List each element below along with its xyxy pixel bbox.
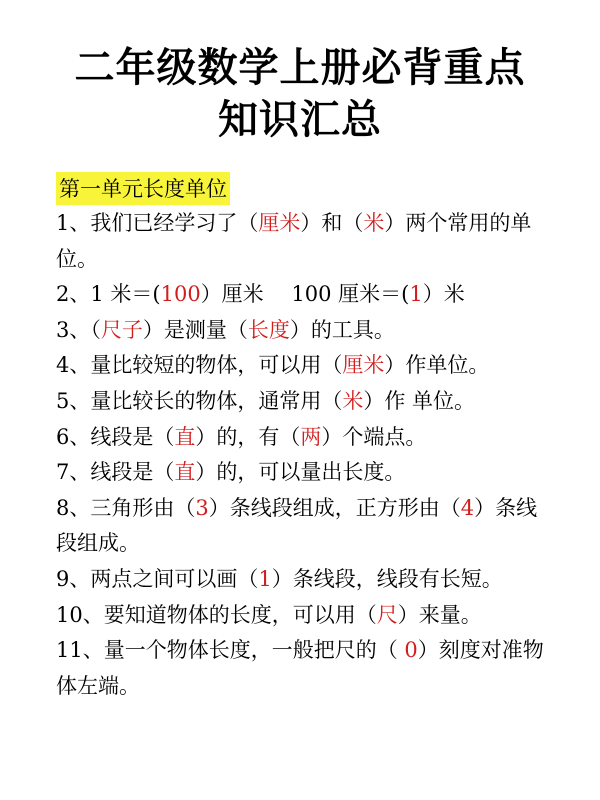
item-text: ）条线段组成。 [56, 495, 538, 556]
item-text: ）来量。 [397, 602, 482, 627]
list-item [56, 491, 556, 562]
item-text: 7、线段是（ [56, 460, 175, 485]
answer-text: 厘米 [342, 353, 385, 378]
item-text: ）和（ [300, 211, 364, 235]
list-item [56, 348, 556, 384]
item-text: ）条线段组成，正方形由（ [208, 495, 461, 520]
answer-text: 直 [174, 460, 196, 485]
item-text: ）刻度对准物体左端。 [56, 638, 544, 698]
answer-text: 100 [160, 282, 201, 307]
item-text: ）厘米 100 厘米＝( [200, 282, 410, 307]
item-text: ）两个常用的单位。 [56, 211, 532, 271]
page-title-line-2: 知识汇总 [218, 97, 382, 143]
list-item [56, 384, 556, 420]
list-item [56, 562, 556, 598]
knowledge-list [56, 206, 556, 704]
item-text: ）的，有（ [195, 424, 301, 449]
list-item [56, 633, 556, 704]
item-text: ）是测量（ [142, 317, 248, 342]
answer-text: 两 [300, 424, 322, 449]
list-item [56, 598, 556, 634]
item-text: 1、我们已经学习了（ [56, 211, 259, 235]
item-text: ）作单位。 [384, 353, 490, 378]
item-text: 4、量比较短的物体，可以用（ [56, 353, 343, 378]
answer-text: 直 [174, 424, 196, 449]
answer-text: 3 [195, 495, 209, 520]
list-item [56, 313, 556, 349]
answer-text: 长度 [247, 317, 290, 342]
item-text: ）米 [422, 282, 465, 307]
item-text: ）条线段，线段有长短。 [271, 566, 503, 591]
answer-text: 0 [404, 638, 418, 663]
list-item [56, 455, 556, 491]
item-text: 2、1 米＝( [56, 282, 161, 307]
answer-text: 1 [258, 566, 272, 591]
item-text: ）个端点。 [321, 424, 427, 449]
item-text: 6、线段是（ [56, 424, 175, 449]
answer-text: 4 [460, 495, 475, 520]
item-text: 11、量一个物体长度，一般把尺的（ [56, 638, 405, 663]
answer-text: 米 [342, 388, 364, 413]
item-text: 5、量比较长的物体，通常用（ [56, 388, 343, 413]
section-heading: 第一单元长度单位 [56, 172, 230, 205]
list-item [56, 420, 556, 456]
answer-text: 米 [363, 211, 385, 235]
list-item [56, 277, 556, 313]
list-item [56, 206, 556, 277]
item-text: 10、要知道物体的长度，可以用（ [56, 602, 377, 627]
item-text: ）的，可以量出长度。 [195, 460, 406, 485]
item-text: 8、三角形由（ [56, 495, 196, 520]
item-text: ）作 单位。 [363, 388, 476, 413]
answer-text: 尺子 [100, 317, 143, 342]
answer-text: 1 [409, 282, 423, 307]
item-text: ）的工具。 [289, 317, 395, 342]
item-text: 3、（ [56, 317, 101, 342]
answer-text: 厘米 [258, 211, 301, 235]
page-title-line-1: 二年级数学上册必背重点 [74, 45, 526, 91]
answer-text: 尺 [376, 602, 398, 627]
item-text: 9、两点之间可以画（ [56, 566, 259, 591]
